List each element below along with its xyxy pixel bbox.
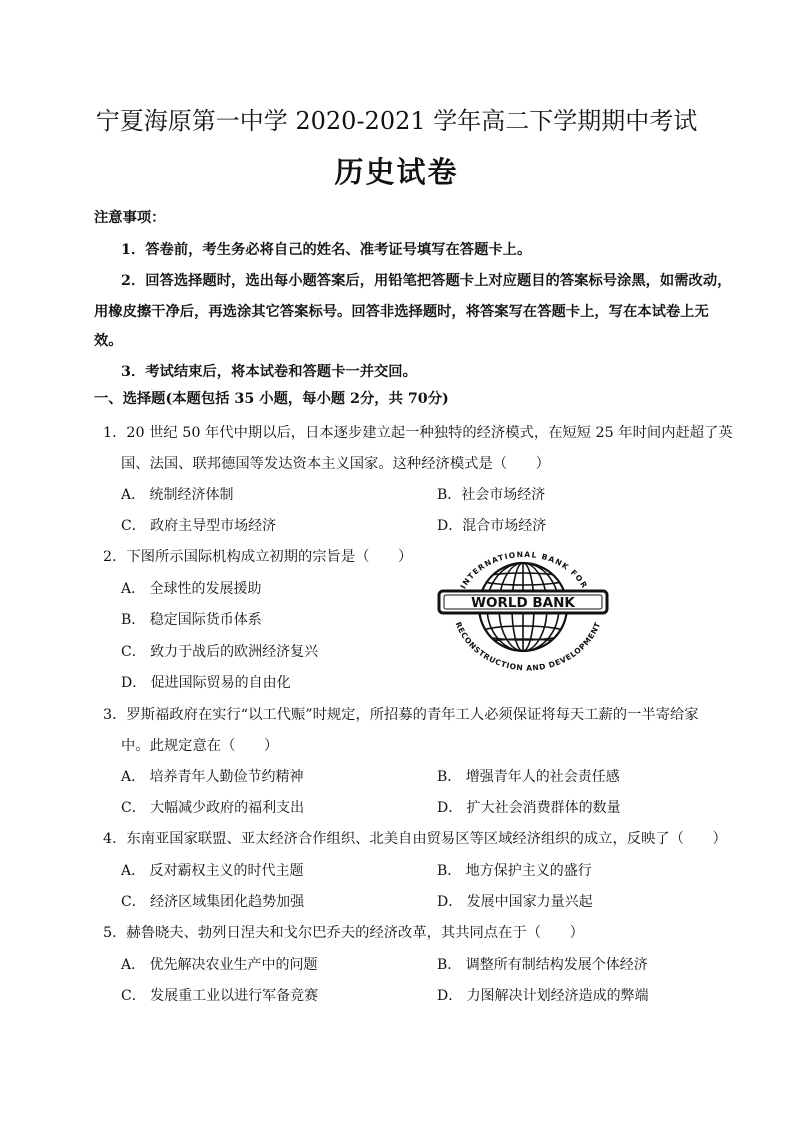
notice-item-1: 1．答卷前，考生务必将自己的姓名、准考证号填写在答题卡上。 bbox=[121, 242, 532, 258]
world-bank-logo bbox=[434, 549, 612, 673]
exam-title: 宁夏海原第一中学 2020-2021 学年高二下学期期中考试 bbox=[95, 107, 698, 135]
question-3-stem: 3．罗斯福政府在实行“以工代赈”时规定，所招募的青年工人必须保证将每天工薪的一半寄给家 bbox=[103, 707, 699, 723]
section-heading: 一、选择题(本题包括 35 小题，每小题 2分，共 70分) bbox=[94, 391, 449, 407]
question-4-stem: 4．东南亚国家联盟、亚太经济合作组织、北美自由贸易区等区域经济组织的成立，反映了（ ） bbox=[103, 831, 727, 847]
question-3-option-b[interactable]: B． 增强青年人的社会责任感 bbox=[437, 769, 620, 785]
question-1-option-c[interactable]: C． 政府主导型市场经济 bbox=[121, 518, 277, 534]
question-4-option-a[interactable]: A． 反对霸权主义的时代主题 bbox=[121, 863, 304, 879]
question-3-stem-cont: 中。此规定意在（ ） bbox=[121, 738, 279, 754]
logo-ring-text-bottom: RECONSTRUCTION AND DEVELOPMENT bbox=[453, 620, 603, 673]
question-2-stem: 2．下图所示国际机构成立初期的宗旨是（ ） bbox=[103, 549, 413, 565]
question-5-option-d[interactable]: D． 力图解决计划经济造成的弊端 bbox=[437, 988, 649, 1004]
notice-heading: 注意事项： bbox=[94, 210, 166, 226]
question-5-option-b[interactable]: B． 调整所有制结构发展个体经济 bbox=[437, 957, 648, 973]
question-5-stem: 5．赫鲁晓夫、勃列日涅夫和戈尔巴乔夫的经济改革，其共同点在于（ ） bbox=[103, 925, 584, 941]
question-2-option-b[interactable]: B． 稳定国际货币体系 bbox=[121, 612, 262, 628]
question-1-option-a[interactable]: A． 统制经济体制 bbox=[121, 487, 234, 503]
notice-item-3: 3．考试结束后，将本试卷和答题卡一并交回。 bbox=[121, 364, 417, 380]
question-2-option-c[interactable]: C． 致力于战后的欧洲经济复兴 bbox=[121, 644, 319, 660]
notice-item-2-end: 效。 bbox=[94, 333, 123, 349]
question-5-option-a[interactable]: A． 优先解决农业生产中的问题 bbox=[121, 957, 318, 973]
logo-ring-text: INTERNATIONAL BANK FOR bbox=[458, 549, 590, 591]
logo-wordmark: WORLD BANK bbox=[471, 595, 575, 611]
question-5-option-c[interactable]: C． 发展重工业以进行军备竞赛 bbox=[121, 988, 319, 1004]
question-1-stem: 1．20 世纪 50 年代中期以后，日本逐步建立起一种独特的经济模式，在短短 25 年时间内赶超了英 bbox=[103, 425, 733, 441]
question-1-option-d[interactable]: D．混合市场经济 bbox=[437, 518, 547, 534]
question-2-option-d[interactable]: D． 促进国际贸易的自由化 bbox=[121, 675, 291, 691]
question-1-stem-cont: 国、法国、联邦德国等发达资本主义国家。这种经济模式是（ ） bbox=[121, 456, 550, 472]
question-2-option-a[interactable]: A． 全球性的发展援助 bbox=[121, 581, 262, 597]
question-4-option-d[interactable]: D． 发展中国家力量兴起 bbox=[437, 894, 593, 910]
question-3-option-d[interactable]: D． 扩大社会消费群体的数量 bbox=[437, 800, 621, 816]
question-1-option-b[interactable]: B．社会市场经济 bbox=[437, 487, 546, 503]
notice-item-2-cont: 用橡皮擦干净后，再选涂其它答案标号。回答非选择题时，将答案写在答题卡上，写在本试卷上无 bbox=[94, 304, 709, 320]
question-3-option-c[interactable]: C． 大幅减少政府的福利支出 bbox=[121, 800, 305, 816]
exam-subtitle: 历史试卷 bbox=[334, 155, 459, 189]
notice-item-2: 2．回答选择题时，选出每小题答案后，用铅笔把答题卡上对应题目的答案标号涂黑，如需改动， bbox=[121, 273, 732, 289]
question-4-option-c[interactable]: C． 经济区域集团化趋势加强 bbox=[121, 894, 305, 910]
question-3-option-a[interactable]: A． 培养青年人勤俭节约精神 bbox=[121, 769, 304, 785]
question-4-option-b[interactable]: B． 地方保护主义的盛行 bbox=[437, 863, 592, 879]
